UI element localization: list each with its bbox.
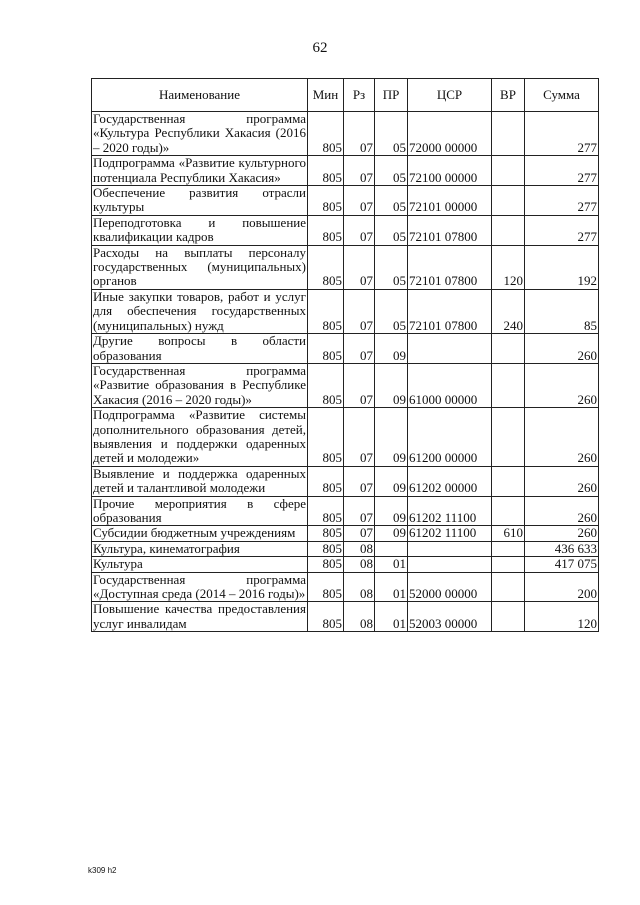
row-csr: 72100 00000 (408, 156, 492, 186)
row-rz: 08 (344, 602, 375, 632)
row-csr: 72000 00000 (408, 112, 492, 156)
row-pr: 05 (375, 289, 408, 333)
row-rz: 07 (344, 496, 375, 526)
row-sum: 436 633 (525, 541, 599, 556)
table-row (92, 602, 599, 632)
row-sum: 260 (525, 408, 599, 467)
row-min: 805 (308, 245, 344, 289)
row-name: Другие вопросы в области образования (93, 333, 306, 363)
row-pr: 09 (375, 496, 408, 526)
row-name: Переподготовка и повышение квалификации кадров (93, 214, 306, 245)
row-name: Культура, кинематография (92, 541, 308, 556)
row-vr: 120 (492, 245, 525, 289)
row-pr: 09 (375, 408, 408, 467)
row-rz: 07 (344, 112, 375, 156)
row-min: 805 (308, 466, 344, 496)
row-pr: 09 (375, 526, 408, 541)
table-row (92, 112, 599, 156)
header-rz: Рз (344, 79, 375, 112)
table-row (92, 526, 599, 541)
row-vr: 610 (492, 526, 525, 541)
row-sum: 260 (525, 466, 599, 496)
budget-table (91, 78, 599, 632)
row-vr (492, 602, 525, 632)
row-rz: 07 (344, 215, 375, 245)
header-vr: ВР (492, 79, 525, 112)
row-pr: 05 (375, 156, 408, 186)
row-csr (408, 557, 492, 572)
table-header-row (92, 79, 599, 112)
row-min: 805 (308, 572, 344, 602)
row-csr: 61202 11100 (408, 496, 492, 526)
row-name: Выявление и поддержка одаренных детей и талантливой молодежи (93, 465, 306, 496)
row-csr (408, 541, 492, 556)
row-vr (492, 496, 525, 526)
row-sum: 120 (525, 602, 599, 632)
row-vr: 240 (492, 289, 525, 333)
header-name: Наименование (92, 79, 308, 112)
row-name: Субсидии бюджетным учреждениям (92, 526, 308, 541)
row-csr: 61202 00000 (408, 466, 492, 496)
row-min: 805 (308, 557, 344, 572)
row-rz: 07 (344, 526, 375, 541)
row-sum: 417 075 (525, 557, 599, 572)
table-row (92, 156, 599, 186)
row-sum: 85 (525, 289, 599, 333)
table-row (92, 466, 599, 496)
row-rz: 07 (344, 186, 375, 216)
row-rz: 08 (344, 557, 375, 572)
row-min: 805 (308, 602, 344, 632)
row-min: 805 (308, 363, 344, 407)
row-name: Государственная программа «Развитие образования в Республике Хакасия (2016 – 2020 годы)» (93, 362, 306, 407)
table-row (92, 541, 599, 556)
row-vr (492, 466, 525, 496)
row-vr (492, 156, 525, 186)
row-sum: 260 (525, 334, 599, 364)
row-min: 805 (308, 215, 344, 245)
row-csr (408, 334, 492, 364)
row-min: 805 (308, 334, 344, 364)
row-csr: 72101 07800 (408, 215, 492, 245)
row-pr (375, 541, 408, 556)
row-min: 805 (308, 186, 344, 216)
row-csr: 72101 07800 (408, 245, 492, 289)
table-row (92, 245, 599, 289)
row-min: 805 (308, 112, 344, 156)
row-vr (492, 541, 525, 556)
row-rz: 08 (344, 541, 375, 556)
row-csr: 61202 11100 (408, 526, 492, 541)
row-pr: 09 (375, 334, 408, 364)
row-sum: 277 (525, 186, 599, 216)
row-vr (492, 557, 525, 572)
header-sum: Сумма (525, 79, 599, 112)
row-name: Культура (92, 557, 308, 572)
row-name: Расходы на выплаты персоналу государственных (муниципальных) органов (93, 244, 306, 289)
row-vr (492, 215, 525, 245)
row-vr (492, 408, 525, 467)
row-pr: 01 (375, 572, 408, 602)
row-name: Обеспечение развития отрасли культуры (93, 185, 306, 215)
row-sum: 277 (525, 215, 599, 245)
row-rz: 07 (344, 245, 375, 289)
table-row (92, 363, 599, 407)
row-min: 805 (308, 526, 344, 541)
table-row (92, 215, 599, 245)
row-min: 805 (308, 408, 344, 467)
row-min: 805 (308, 289, 344, 333)
row-min: 805 (308, 156, 344, 186)
row-rz: 08 (344, 572, 375, 602)
row-rz: 07 (344, 466, 375, 496)
row-sum: 192 (525, 245, 599, 289)
row-rz: 07 (344, 289, 375, 333)
row-pr: 01 (375, 602, 408, 632)
row-name: Государственная программа «Доступная среда (2014 – 2016 годы)» (93, 571, 306, 601)
header-csr: ЦСР (408, 79, 492, 112)
row-csr: 72101 00000 (408, 186, 492, 216)
header-pr: ПР (375, 79, 408, 112)
row-sum: 200 (525, 572, 599, 602)
row-vr (492, 186, 525, 216)
row-csr: 61000 00000 (408, 363, 492, 407)
row-rz: 07 (344, 363, 375, 407)
row-vr (492, 112, 525, 156)
footer-code: k309 h2 (88, 866, 117, 875)
row-pr: 09 (375, 466, 408, 496)
row-sum: 260 (525, 363, 599, 407)
table-row (92, 186, 599, 216)
row-sum: 260 (525, 496, 599, 526)
table-row (92, 408, 599, 467)
row-name: Прочие мероприятия в сфере образования (93, 495, 306, 525)
table-row (92, 334, 599, 364)
row-rz: 07 (344, 408, 375, 467)
row-pr: 05 (375, 245, 408, 289)
table-row (92, 557, 599, 572)
row-name: Государственная программа «Культура Республики Хакасия (2016 – 2020 годы)» (93, 111, 306, 155)
row-rz: 07 (344, 334, 375, 364)
row-sum: 277 (525, 112, 599, 156)
row-csr: 52003 00000 (408, 602, 492, 632)
row-vr (492, 334, 525, 364)
row-csr: 72101 07800 (408, 289, 492, 333)
row-pr: 05 (375, 215, 408, 245)
row-rz: 07 (344, 156, 375, 186)
table-row (92, 572, 599, 602)
row-min: 805 (308, 541, 344, 556)
table-row (92, 496, 599, 526)
row-csr: 61200 00000 (408, 408, 492, 467)
row-name: Иные закупки товаров, работ и услуг для обеспечения государственных (муниципальных) нужд (93, 288, 306, 333)
row-name: Подпрограмма «Развитие системы дополнительного образования детей, выявления и поддержки одаренных детей и молодежи» (93, 407, 306, 466)
row-pr: 05 (375, 112, 408, 156)
row-min: 805 (308, 496, 344, 526)
page-number: 62 (312, 40, 328, 56)
row-name: Подпрограмма «Развитие культурного потенциала Республики Хакасия» (93, 155, 306, 185)
row-pr: 05 (375, 186, 408, 216)
row-csr: 52000 00000 (408, 572, 492, 602)
row-vr (492, 363, 525, 407)
table-row (92, 289, 599, 333)
row-name: Повышение качества предоставления услуг инвалидам (93, 601, 306, 631)
row-vr (492, 572, 525, 602)
row-pr: 09 (375, 363, 408, 407)
row-sum: 277 (525, 156, 599, 186)
header-min: Мин (308, 79, 344, 112)
row-sum: 260 (525, 526, 599, 541)
row-pr: 01 (375, 557, 408, 572)
